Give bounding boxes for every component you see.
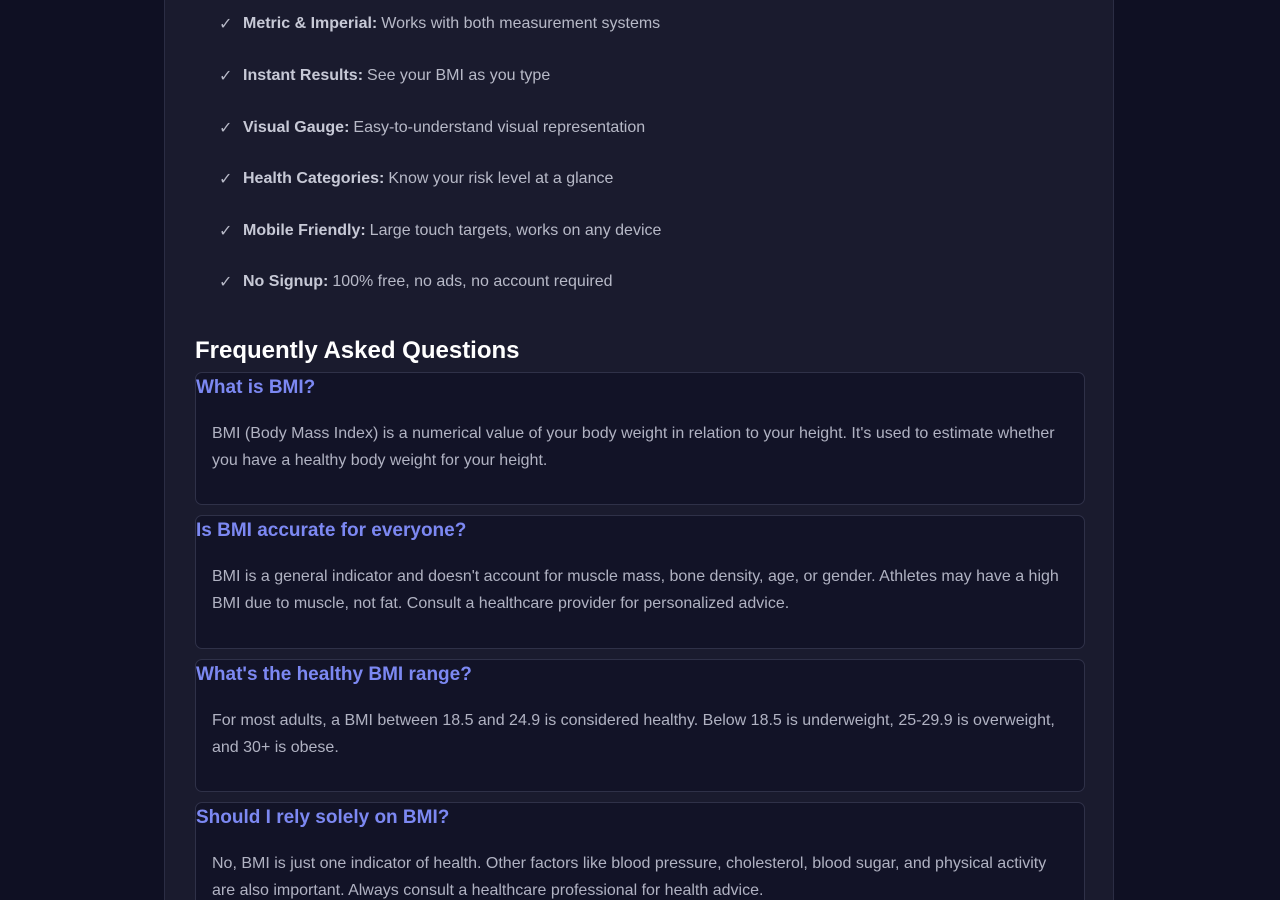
check-icon: ✓ <box>219 171 233 188</box>
faq-question[interactable]: What's the healthy BMI range? <box>196 664 472 685</box>
feature-item-instant-results <box>219 65 550 87</box>
faq-item-healthy-bmi-range[interactable] <box>195 659 1085 792</box>
faq-question[interactable]: Should I rely solely on BMI? <box>196 807 450 828</box>
feature-title: No Signup: <box>243 273 329 290</box>
content-card <box>164 0 1114 900</box>
faq-question[interactable]: Is BMI accurate for everyone? <box>196 520 467 541</box>
feature-description: See your BMI as you type <box>367 67 551 84</box>
faq-item-bmi-accuracy[interactable] <box>195 515 1085 649</box>
feature-description: Know your risk level at a glance <box>388 170 614 187</box>
feature-item-no-signup <box>219 271 613 293</box>
feature-title: Metric & Imperial: <box>243 15 378 32</box>
feature-title: Visual Gauge: <box>243 119 350 136</box>
faq-item-what-is-bmi[interactable] <box>195 372 1085 505</box>
faq-item-rely-solely-on-bmi[interactable] <box>195 802 1085 900</box>
feature-title: Health Categories: <box>243 170 385 187</box>
feature-description: Easy-to-understand visual representation <box>353 119 646 136</box>
feature-description: 100% free, no ads, no account required <box>332 273 613 290</box>
feature-item-metric-imperial <box>219 13 660 35</box>
check-icon: ✓ <box>219 223 233 240</box>
faq-answer: BMI is a general indicator and doesn't account for muscle mass, bone density, age, or gender. Athletes may have a high BMI due to muscle, not fat. Consult a healthcare provider for personalized advice. <box>212 568 1059 612</box>
feature-title: Instant Results: <box>243 67 364 84</box>
faq-answer: No, BMI is just one indicator of health. Other factors like blood pressure, cholesterol, blood sugar, and physical activity are also important. Always consult a healthcare professional for health advice. <box>212 855 1047 899</box>
feature-description: Works with both measurement systems <box>381 15 661 32</box>
feature-item-visual-gauge <box>219 117 645 139</box>
feature-description: Large touch targets, works on any device <box>369 222 662 239</box>
feature-title: Mobile Friendly: <box>243 222 366 239</box>
faq-heading: Frequently Asked Questions <box>195 337 520 364</box>
faq-answer: BMI (Body Mass Index) is a numerical value of your body weight in relation to your height. It's used to estimate whether you have a healthy body weight for your height. <box>212 425 1055 469</box>
check-icon: ✓ <box>219 274 233 291</box>
feature-item-health-categories <box>219 168 613 190</box>
check-icon: ✓ <box>219 120 233 137</box>
faq-answer: For most adults, a BMI between 18.5 and 24.9 is considered healthy. Below 18.5 is underweight, 25-29.9 is overweight, and 30+ is obese. <box>212 712 1055 756</box>
check-icon: ✓ <box>219 16 233 33</box>
feature-item-mobile-friendly <box>219 220 661 242</box>
faq-question[interactable]: What is BMI? <box>196 377 316 398</box>
check-icon: ✓ <box>219 68 233 85</box>
